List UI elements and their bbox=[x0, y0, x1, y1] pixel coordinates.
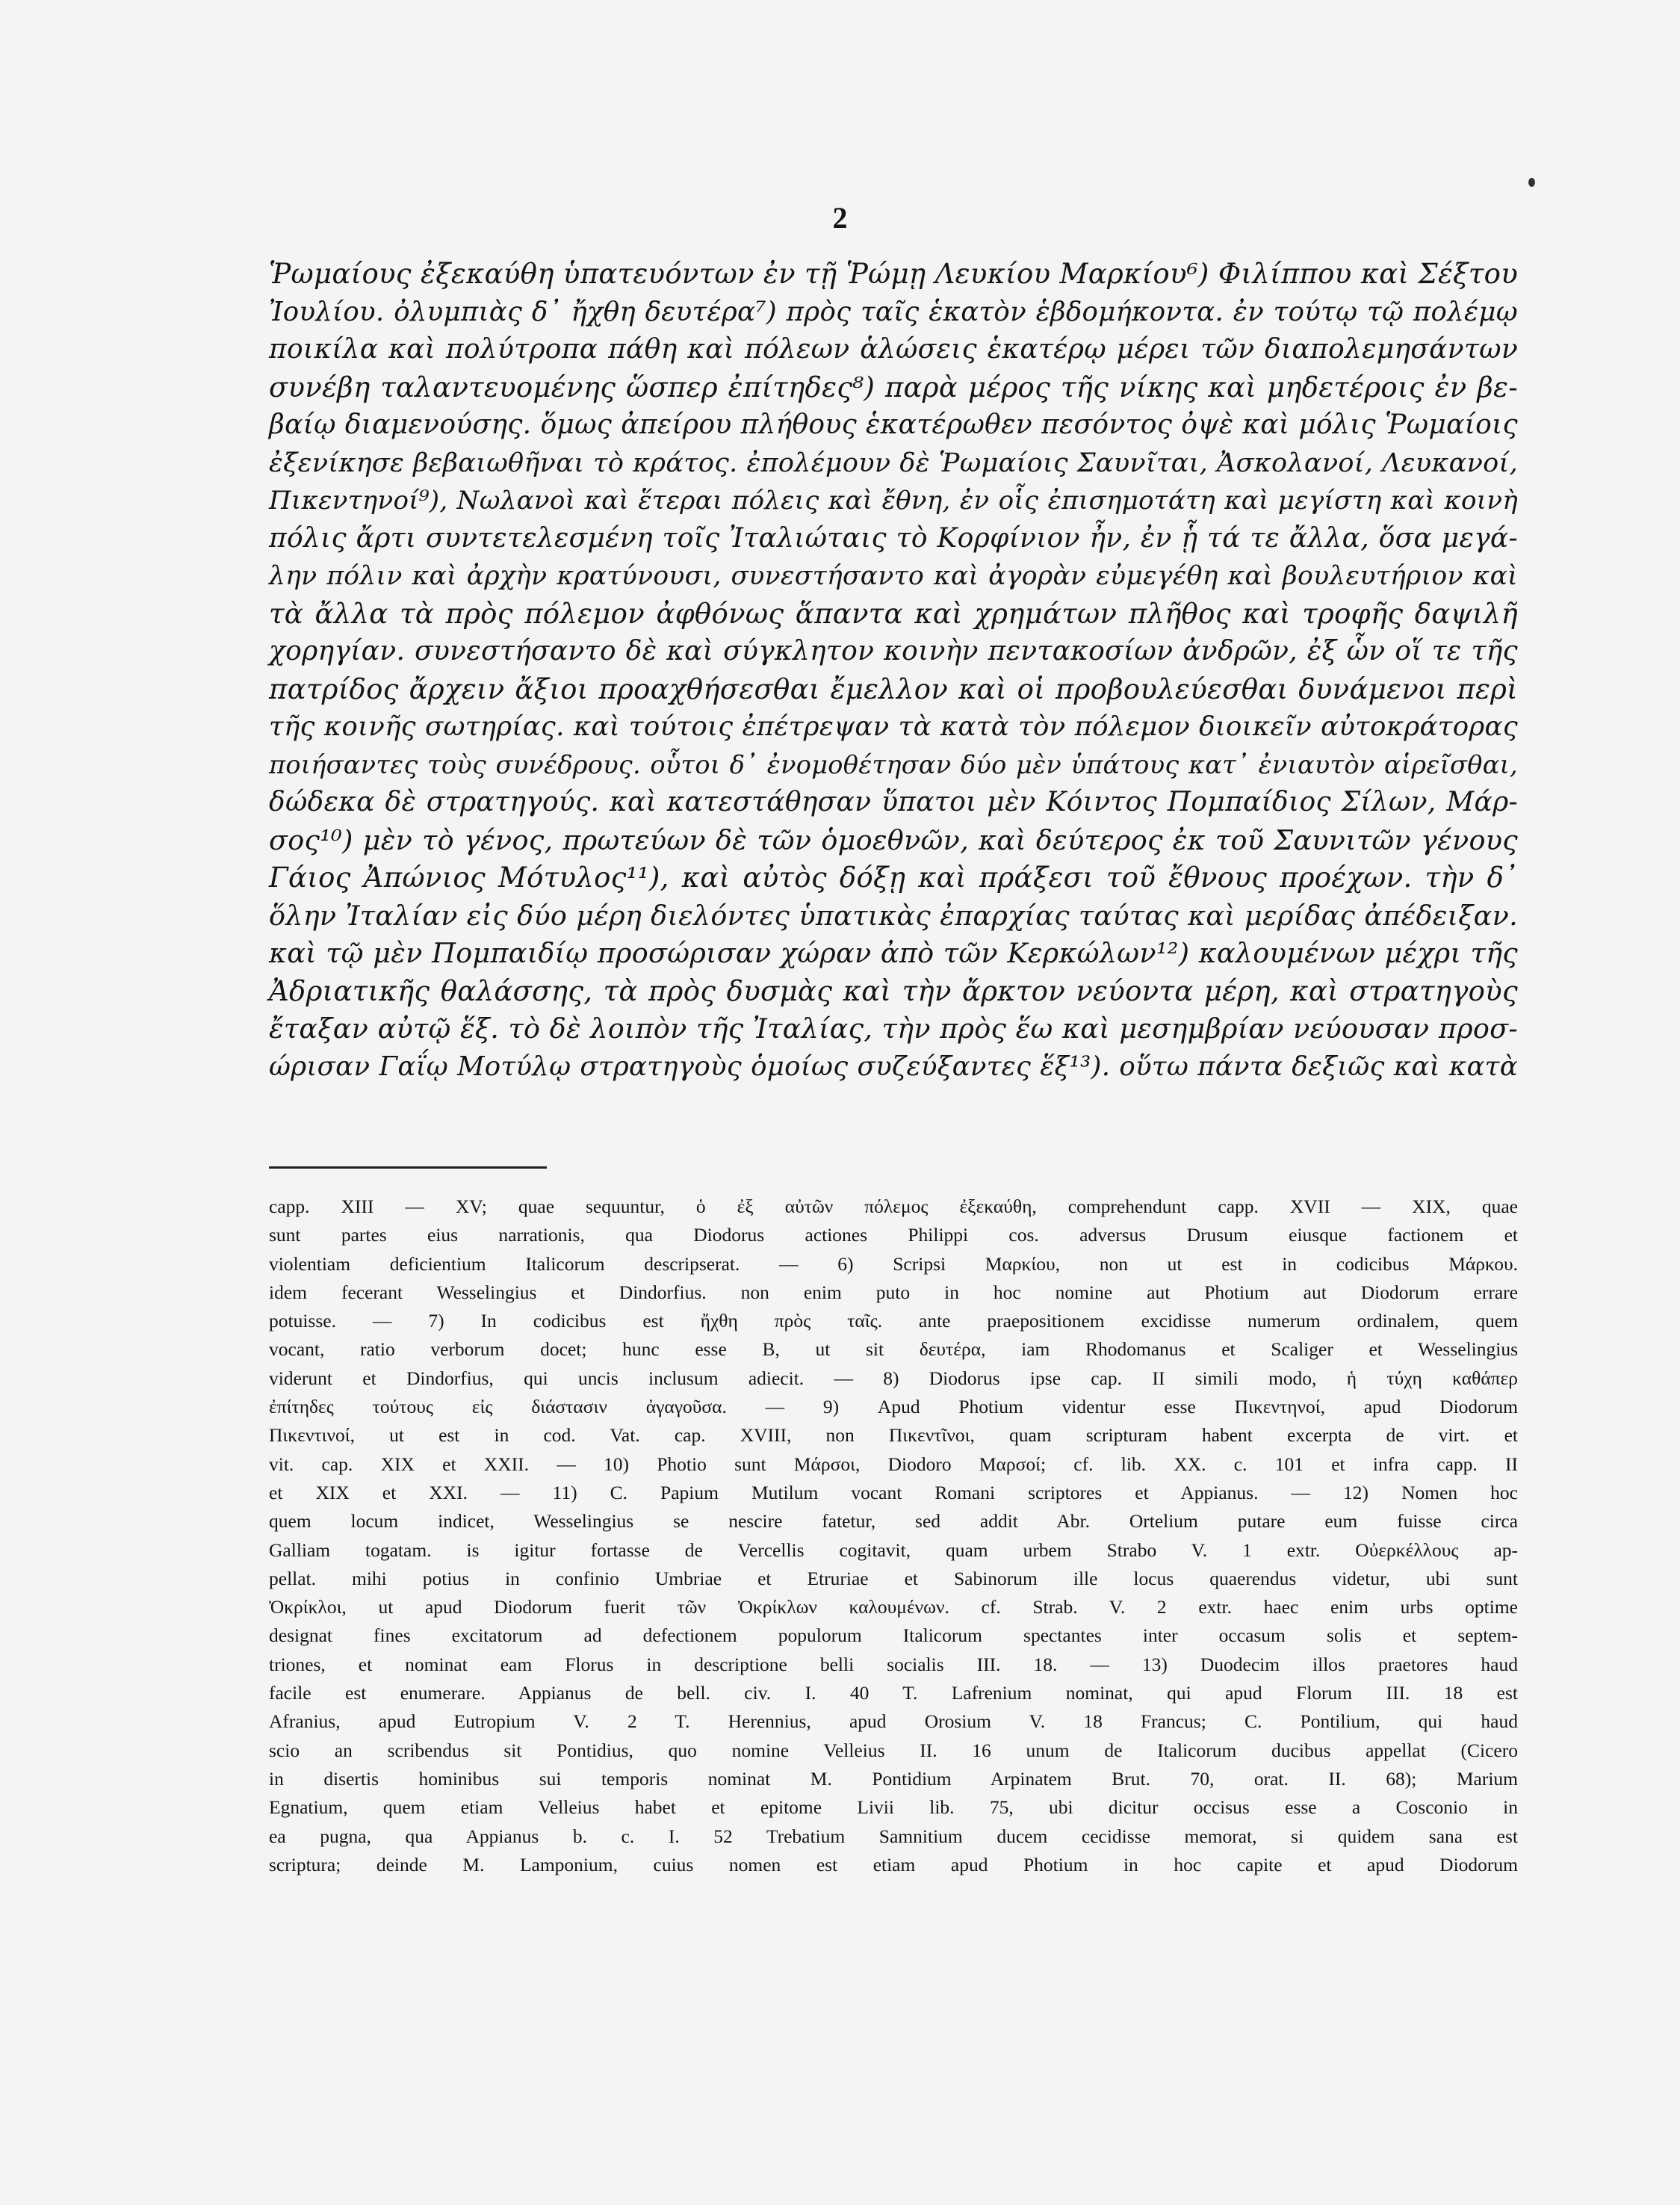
footnote-line: designat fines excitatorum ad defectionem populorum Italicorum spectantes inter occasum solis et septem- bbox=[269, 1624, 1518, 1647]
greek-text-line: πατρίδος ἄρχειν ἄξιοι προαχθήσεσθαι ἔμελλον καὶ οἱ προβουλεύεσθαι δυνάμενοι περὶ bbox=[269, 672, 1518, 705]
greek-text-line: Ἰουλίου. ὀλυμπιὰς δ᾽ ἤχθη δευτέρα⁷) πρὸς ταῖς ἑκατὸν ἑβδομήκοντα. ἐν τούτῳ τῷ πολέμῳ bbox=[269, 296, 1518, 327]
footnote-line: scriptura; deinde M. Lamponium, cuius nomen est etiam apud Photium in hoc capite et apud Diodorum bbox=[269, 1853, 1518, 1875]
footnote-line: facile est enumerare. Appianus de bell. civ. I. 40 T. Lafrenium nominat, qui apud Florum III. 18 est bbox=[269, 1682, 1518, 1704]
footnote-line: capp. XIII — XV; quae sequuntur, ὁ ἐξ αὐτῶν πόλεμος ἐξεκαύθη, comprehendunt capp. XVII — XIX, quae bbox=[269, 1196, 1518, 1217]
greek-text-line: ἔταξαν αὐτῷ ἕξ. τὸ δὲ λοιπὸν τῆς Ἰταλίας, τὴν πρὸς ἕω καὶ μεσημβρίαν νεύουσαν προσ- bbox=[269, 1012, 1518, 1045]
footnote-line: pellat. mihi potius in confinio Umbriae et Etruriae et Sabinorum ille locus quaerendus videtur, ubi sunt bbox=[269, 1567, 1518, 1589]
footnote-line: violentiam deficientium Italicorum descripserat. — 6) Scripsi Μαρκίου, non ut est in codicibus Μάρκου. bbox=[269, 1252, 1518, 1275]
footnote-line: viderunt et Dindorfius, qui uncis inclusum adiecit. — 8) Diodorus ipse cap. II simili modo, ἡ τύχη καθάπερ bbox=[269, 1367, 1518, 1389]
greek-text-line: ποικίλα καὶ πολύτροπα πάθη καὶ πόλεων ἁλώσεις ἑκατέρῳ μέρει τῶν διαπολεμησάντων bbox=[269, 334, 1518, 365]
footnote-line: Egnatium, quem etiam Velleius habet et epitome Livii lib. 75, ubi dicitur occisus esse a Cosconio in bbox=[269, 1796, 1518, 1819]
latin-footnotes bbox=[269, 1193, 1518, 1879]
greek-text-line: λην πόλιν καὶ ἀρχὴν κρατύνουσι, συνεστήσαντο καὶ ἀγορὰν εὐμεγέθη καὶ βουλευτήριον καὶ bbox=[269, 561, 1518, 591]
footnote-line: quem locum indicet, Wesselingius se nescire fatetur, sed addit Abr. Ortelium putare eum fuisse circa bbox=[269, 1510, 1518, 1533]
greek-main-text bbox=[269, 256, 1518, 1086]
footnote-line: vit. cap. XIX et XXII. — 10) Photio sunt Μάρσοι, Diodoro Μαρσοί; cf. lib. XX. c. 101 et infra capp. II bbox=[269, 1453, 1518, 1475]
footnote-separator-rule bbox=[269, 1166, 547, 1169]
footnote-line: Πικεντινοί, ut est in cod. Vat. cap. XVIII, non Πικεντῖνοι, quam scripturam habent excerpta de virt. et bbox=[269, 1424, 1518, 1447]
greek-text-line: ποιήσαντες τοὺς συνέδρους. οὗτοι δ᾽ ἐνομοθέτησαν δύο μὲν ὑπάτους κατ᾽ ἐνιαυτὸν αἱρεῖσθαι, bbox=[269, 749, 1518, 779]
ink-speck bbox=[1528, 178, 1535, 187]
greek-text-line: ὅλην Ἰταλίαν εἰς δύο μέρη διελόντες ὑπατικὰς ἐπαρχίας ταύτας καὶ μερίδας ἀπέδειξαν. bbox=[269, 899, 1518, 932]
greek-text-line: χορηγίαν. συνεστήσαντο δὲ καὶ σύγκλητον κοινὴν πεντακοσίων ἀνδρῶν, ἐξ ὧν οἵ τε τῆς bbox=[269, 636, 1518, 667]
greek-text-line: τῆς κοινῆς σωτηρίας. καὶ τούτοις ἐπέτρεψαν τὰ κατὰ τὸν πόλεμον διοικεῖν αὐτοκράτορας bbox=[269, 711, 1518, 742]
greek-text-line: Πικεντηνοί⁹), Νωλανοὶ καὶ ἕτεραι πόλεις καὶ ἔθνη, ἐν οἷς ἐπισημοτάτη καὶ μεγίστη καὶ κοινὴ bbox=[269, 486, 1518, 516]
footnote-line: et XIX et XXI. — 11) C. Papium Mutilum vocant Romani scriptores et Appianus. — 12) Nomen hoc bbox=[269, 1481, 1518, 1503]
greek-text-line: Ἀδριατικῆς θαλάσσης, τὰ πρὸς δυσμὰς καὶ τὴν ἄρκτον νεύοντα μέρη, καὶ στρατηγοὺς bbox=[269, 974, 1518, 1007]
footnote-line: ea pugna, qua Appianus b. c. I. 52 Trebatium Samnitium ducem cecidisse memorat, si quidem sana est bbox=[269, 1825, 1518, 1847]
footnote-line: sunt partes eius narrationis, qua Diodorus actiones Philippi cos. adversus Drusum eiusque factionem et bbox=[269, 1224, 1518, 1246]
footnote-line: Afranius, apud Eutropium V. 2 T. Herennius, apud Orosium V. 18 Francus; C. Pontilium, qui haud bbox=[269, 1710, 1518, 1733]
footnote-line: triones, et nominat eam Florus in descriptione belli socialis III. 18. — 13) Duodecim illos praetores haud bbox=[269, 1653, 1518, 1675]
greek-text-line: Γάιος Ἀπώνιος Μότυλος¹¹), καὶ αὐτὸς δόξῃ καὶ πράξεσι τοῦ ἔθνους προέχων. τὴν δ᾽ bbox=[269, 862, 1518, 894]
greek-text-line: ώρισαν Γαΐῳ Μοτύλῳ στρατηγοὺς ὁμοίως συζεύξαντες ἕξ¹³). οὕτω πάντα δεξιῶς καὶ κατὰ bbox=[269, 1051, 1518, 1082]
greek-text-line: καὶ τῷ μὲν Πομπαιδίῳ προσώρισαν χώραν ἀπὸ τῶν Κερκώλων¹²) καλουμένων μέχρι τῆς bbox=[269, 937, 1518, 969]
footnote-line: potuisse. — 7) In codicibus est ἤχθη πρὸς ταῖς. ante praepositionem excidisse numerum ordinalem, quem bbox=[269, 1310, 1518, 1332]
greek-text-line: πόλις ἄρτι συντετελεσμένη τοῖς Ἰταλιώταις τὸ Κορφίνιον ἦν, ἐν ᾗ τά τε ἄλλα, ὅσα μεγά- bbox=[269, 522, 1518, 554]
footnote-line: Galliam togatam. is igitur fortasse de Vercellis cogitavit, quam urbem Strabo V. 1 extr. Οὐερκέλλους ap- bbox=[269, 1538, 1518, 1561]
page-number: 2 bbox=[832, 201, 848, 235]
footnote-line: idem fecerant Wesselingius et Dindorfius. non enim puto in hoc nomine aut Photium aut Diodorum errare bbox=[269, 1281, 1518, 1303]
footnote-line: Ὀκρίκλοι, ut apud Diodorum fuerit τῶν Ὀκρίκλων καλουμένων. cf. Strab. V. 2 extr. haec enim urbs optime bbox=[269, 1596, 1518, 1618]
greek-text-line: ἐξενίκησε βεβαιωθῆναι τὸ κράτος. ἐπολέμουν δὲ Ῥωμαίοις Σαυνῖται, Ἀσκολανοί, Λευκανοί, bbox=[269, 448, 1518, 478]
greek-text-line: βαίῳ διαμενούσης. ὅμως ἀπείρου πλήθους ἑκατέρωθεν πεσόντος ὀψὲ καὶ μόλις Ῥωμαίοις bbox=[269, 409, 1518, 440]
footnote-line: ἐπίτηδες τούτους εἰς διάστασιν ἀγαγοῦσα. — 9) Apud Photium videntur esse Πικεντηνοί, apud Diodorum bbox=[269, 1396, 1518, 1418]
footnote-line: vocant, ratio verborum docet; hunc esse B, ut sit δευτέρα, iam Rhodomanus et Scaliger et Wesselingius bbox=[269, 1338, 1518, 1361]
greek-text-line: τὰ ἄλλα τὰ πρὸς πόλεμον ἀφθόνως ἅπαντα καὶ χρημάτων πλῆθος καὶ τροφῆς δαψιλῆ bbox=[269, 597, 1518, 630]
greek-text-line: συνέβη ταλαντευομένης ὥσπερ ἐπίτηδες⁸) παρὰ μέρος τῆς νίκης καὶ μηδετέροις ἐν βε- bbox=[269, 371, 1518, 403]
greek-text-line: δώδεκα δὲ στρατηγούς. καὶ κατεστάθησαν ὕπατοι μὲν Κόιντος Πομπαίδιος Σίλων, Μάρ- bbox=[269, 787, 1518, 817]
footnote-line: scio an scribendus sit Pontidius, quo nomine Velleius II. 16 unum de Italicorum ducibus appellat (Cicero bbox=[269, 1739, 1518, 1761]
greek-text-line: Ῥωμαίους ἐξεκαύθη ὑπατευόντων ἐν τῇ Ῥώμῃ Λευκίου Μαρκίου⁶) Φιλίππου καὶ Σέξτου bbox=[269, 258, 1518, 290]
footnote-line: in disertis hominibus sui temporis nominat M. Pontidium Arpinatem Brut. 70, orat. II. 68); Marium bbox=[269, 1767, 1518, 1790]
greek-text-line: σος¹⁰) μὲν τὸ γένος, πρωτεύων δὲ τῶν ὁμοεθνῶν, καὶ δεύτερος ἐκ τοῦ Σαυνιτῶν γένους bbox=[269, 823, 1518, 856]
